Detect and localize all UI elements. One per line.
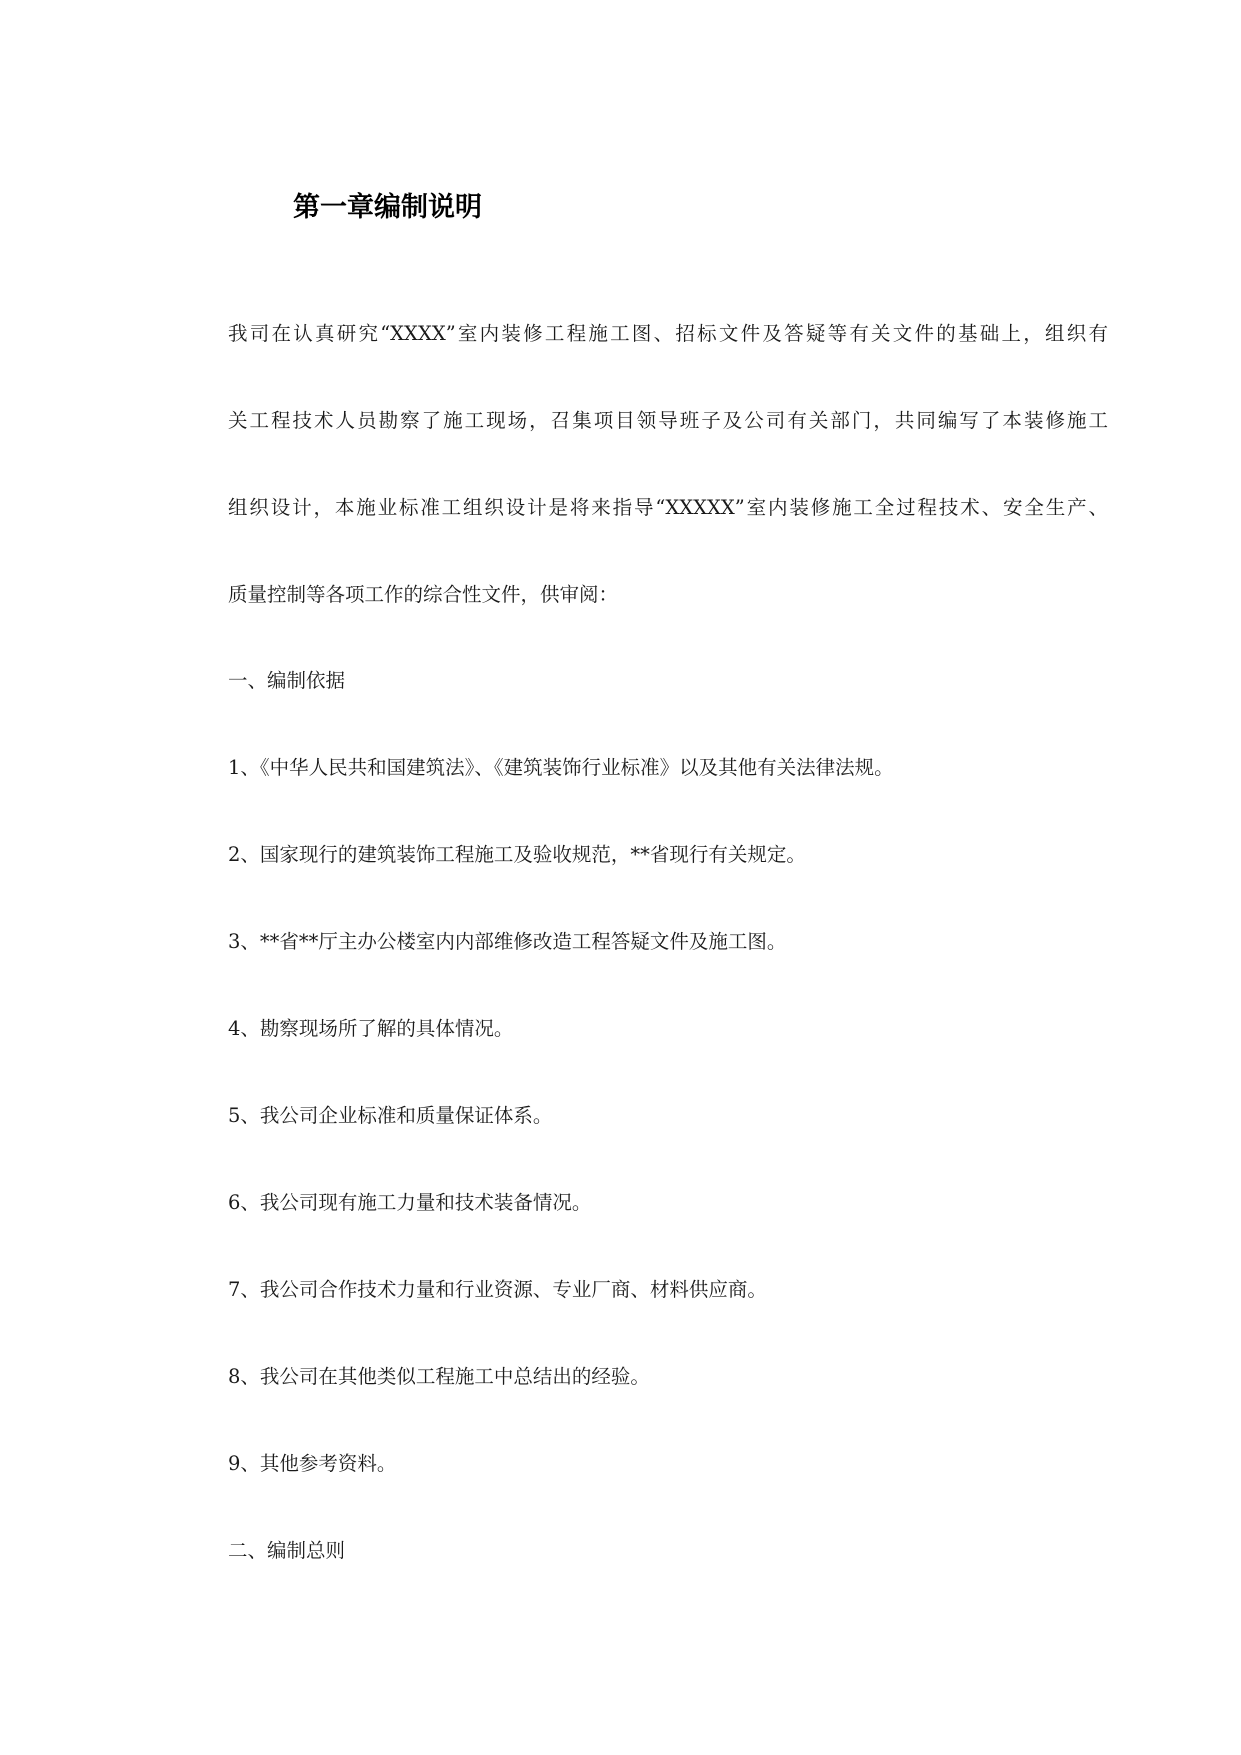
intro-line: 我司在认真研究“XXXX”室内装修工程施工图、招标文件及答疑等有关文件的基础上，组织有	[228, 322, 1108, 345]
content-list	[228, 637, 894, 1594]
basis-item: 2、国家现行的建筑装饰工程施工及验收规范，**省现行有关规定。	[228, 843, 806, 866]
basis-item: 4、勘察现场所了解的具体情况。	[228, 1017, 514, 1040]
intro-paragraph	[228, 290, 1108, 638]
basis-item: 3、**省**厅主办公楼室内内部维修改造工程答疑文件及施工图。	[228, 930, 787, 953]
intro-line: 关工程技术人员勘察了施工现场，召集项目领导班子及公司有关部门，共同编写了本装修施工	[228, 409, 1108, 432]
basis-item: 1、《中华人民共和国建筑法》、《建筑装饰行业标准》以及其他有关法律法规。	[228, 756, 894, 779]
basis-item: 7、我公司合作技术力量和行业资源、专业厂商、材料供应商。	[228, 1278, 767, 1301]
section-heading-basis: 一、编制依据	[228, 669, 346, 692]
basis-item: 9、其他参考资料。	[228, 1452, 397, 1475]
intro-line: 组织设计，本施业标准工组织设计是将来指导“XXXXX”室内装修施工全过程技术、安全生产、	[228, 496, 1108, 519]
basis-item: 8、我公司在其他类似工程施工中总结出的经验。	[228, 1365, 650, 1388]
section-heading-principles: 二、编制总则	[228, 1539, 346, 1562]
basis-item: 6、我公司现有施工力量和技术装备情况。	[228, 1191, 592, 1214]
chapter-title: 第一章编制说明	[293, 192, 482, 223]
intro-line: 质量控制等各项工作的综合性文件，供审阅：	[228, 583, 619, 606]
basis-item: 5、我公司企业标准和质量保证体系。	[228, 1104, 553, 1127]
